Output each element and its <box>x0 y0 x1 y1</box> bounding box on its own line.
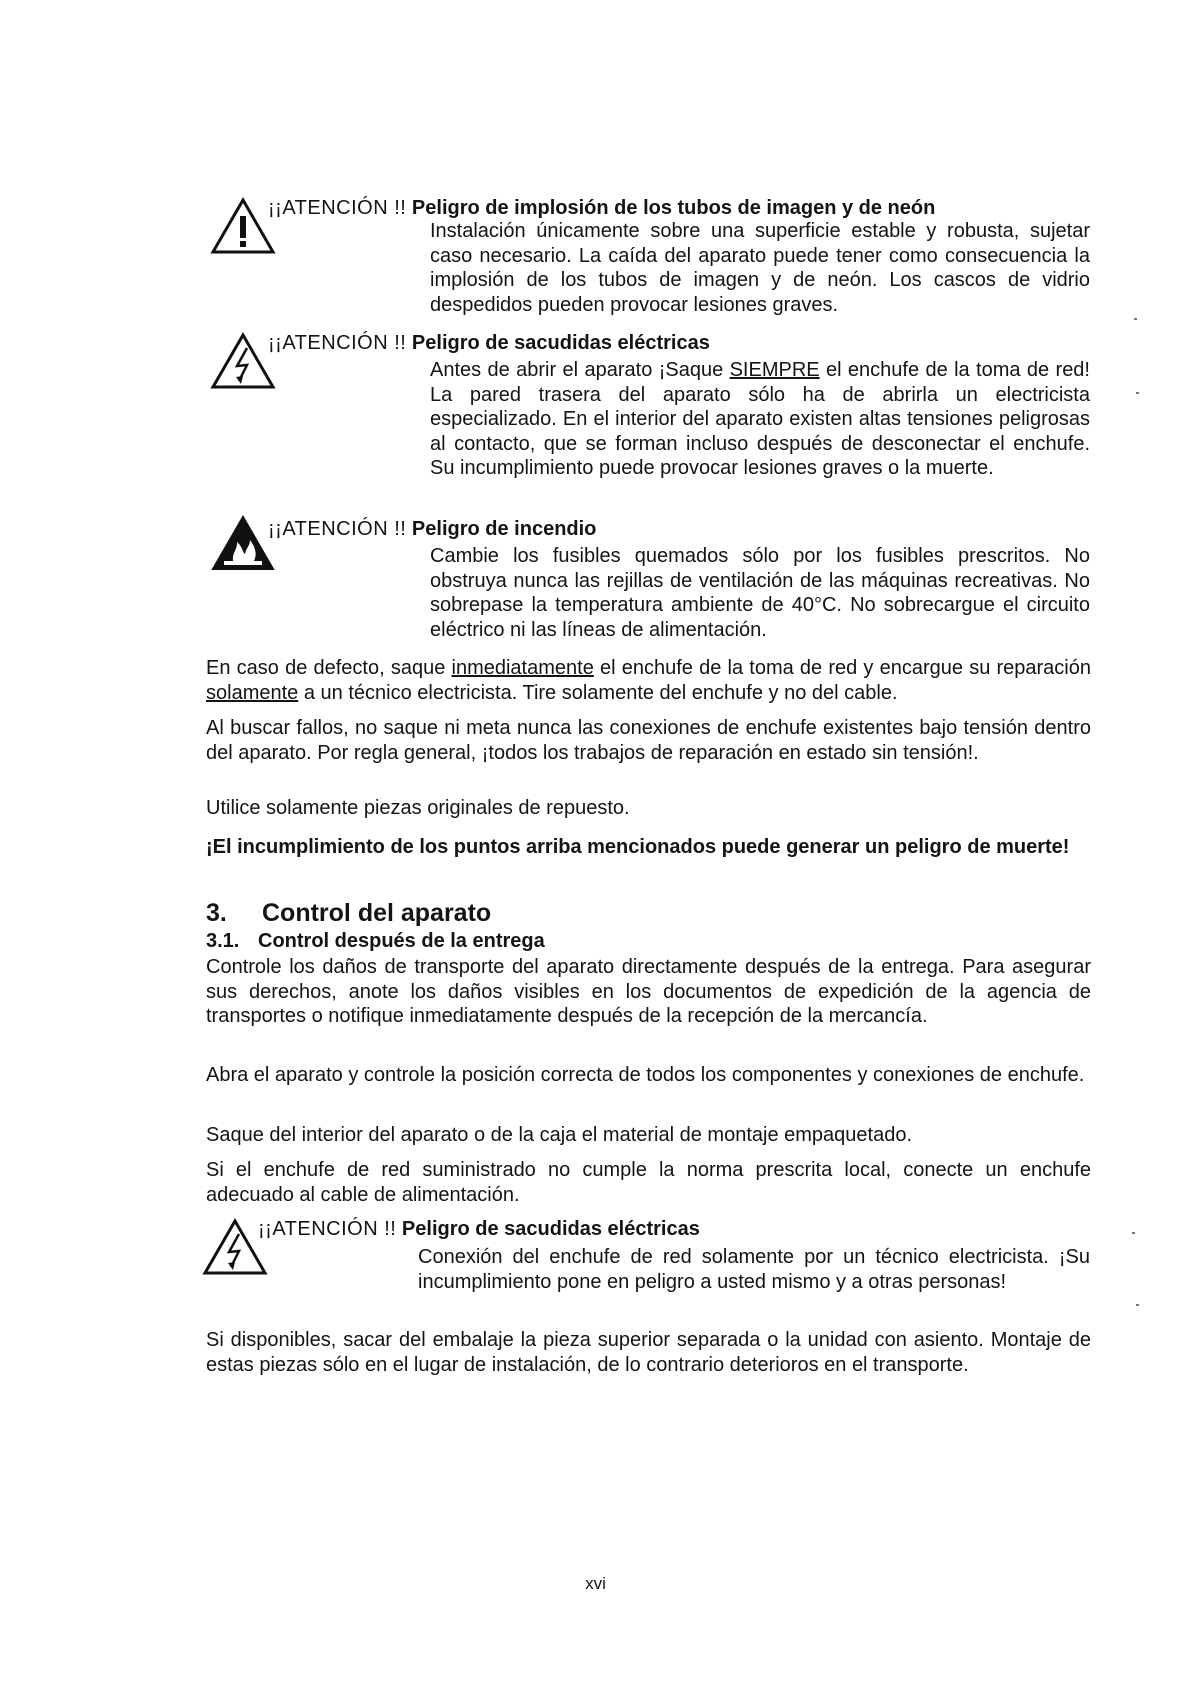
control-paragraph: Saque del interior del aparato o de la caja el material de montaje empaquetado. <box>206 1124 913 1146</box>
underlined-word: SIEMPRE <box>729 359 820 381</box>
text-fragment: a un técnico electricista. Tire solamente del enchufe y no del cable. <box>298 681 898 704</box>
section-title: Control del aparato <box>262 899 492 927</box>
warning-label: ¡¡ATENCIÓN !! <box>268 197 407 219</box>
warning-label: ¡¡ATENCIÓN !! <box>268 332 407 354</box>
control-paragraph: Si el enchufe de red suministrado no cumple la norma prescrita local, conecte un enchufe adecuado al cable de alimentación. <box>206 1159 1091 1206</box>
scan-speck <box>1136 1304 1139 1306</box>
warning-title: Peligro de sacudidas eléctricas <box>401 1218 700 1240</box>
scan-speck <box>1132 1232 1135 1234</box>
defect-paragraph <box>206 656 1091 705</box>
scan-speck <box>1134 318 1137 320</box>
section-number: 3. <box>206 899 227 927</box>
page-number: xvi <box>585 1574 606 1593</box>
exclamation-triangle-icon <box>210 197 276 255</box>
warning-text <box>430 358 1090 481</box>
warning-text: Instalación únicamente sobre una superficie estable y robusta, sujetar caso necesario. La caída del aparato puede tener como consecuencia la implosión de los tubos de imagen y de neón. Los cascos de vidrio despedidos pueden provocar lesiones graves. <box>430 220 1090 316</box>
control-paragraph: Controle los daños de transporte del aparato directamente después de la entrega. Para asegurar sus derechos, anote los daños visibles en los documentos de expedición de la agencia de transportes o notifique inmediatamente después de la recepción de la mercancía. <box>206 956 1091 1027</box>
control-paragraph: Abra el aparato y controle la posición correcta de todos los componentes y conexiones de enchufe. <box>206 1064 1085 1086</box>
scan-speck <box>1136 392 1139 394</box>
final-paragraph: Si disponibles, sacar del embalaje la pieza superior separada o la unidad con asiento. Montaje de estas piezas sólo en el lugar de instalación, de lo contrario deterioros en el transporte. <box>206 1329 1091 1376</box>
warning-title: Peligro de incendio <box>411 518 597 540</box>
text-fragment: el enchufe de la toma de red! La pared trasera del aparato sólo ha de abrirla un electricista especializado. En el interior del aparato existen altas tensiones peligrosas al contacto, que se forman incluso después de desconectar el enchufe. Su incumplimiento puede provocar lesiones graves o la muerte. <box>430 359 1090 479</box>
text-fragment: Antes de abrir el aparato ¡Saque <box>430 359 730 381</box>
warning-text: Cambie los fusibles quemados sólo por los fusibles prescritos. No obstruya nunca las rejillas de ventilación de las máquinas recreativas. No sobrepase la temperatura ambiente de 40°C. No sobrecargue el circuito eléctrico ni las líneas de alimentación. <box>430 545 1090 641</box>
underlined-word: solamente <box>206 681 299 704</box>
warning-label: ¡¡ATENCIÓN !! <box>268 518 407 540</box>
section-heading <box>206 899 491 927</box>
text-fragment: el enchufe de la toma de red y encargue su reparación <box>593 657 1091 679</box>
warning-text: Conexión del enchufe de red solamente por un técnico electricista. ¡Su incumplimiento pone en peligro a usted mismo y a otras personas! <box>418 1246 1090 1293</box>
warning-heading <box>268 518 596 540</box>
warning-heading <box>258 1218 700 1240</box>
spares-paragraph: Utilice solamente piezas originales de repuesto. <box>206 797 630 819</box>
warning-heading <box>268 197 935 219</box>
warning-title: Peligro de implosión de los tubos de imagen y de neón <box>411 197 936 219</box>
warning-label: ¡¡ATENCIÓN !! <box>258 1218 397 1240</box>
subsection-heading <box>206 930 545 952</box>
faults-paragraph: Al buscar fallos, no saque ni meta nunca las conexiones de enchufe existentes bajo tensión dentro del aparato. Por regla general, ¡todos los trabajos de reparación en estado sin tensión!. <box>206 717 1091 764</box>
subsection-title: Control después de la entrega <box>258 930 545 952</box>
warning-title: Peligro de sacudidas eléctricas <box>411 332 710 354</box>
text-fragment: En caso de defecto, saque <box>206 657 452 679</box>
fire-triangle-icon <box>210 514 276 572</box>
subsection-number: 3.1. <box>206 930 240 952</box>
warning-heading <box>268 332 710 354</box>
death-hazard-warning: ¡El incumplimiento de los puntos arriba mencionados puede generar un peligro de muerte! <box>206 836 1070 858</box>
lightning-triangle-icon <box>210 332 276 390</box>
underlined-word: inmediatamente <box>451 657 594 679</box>
